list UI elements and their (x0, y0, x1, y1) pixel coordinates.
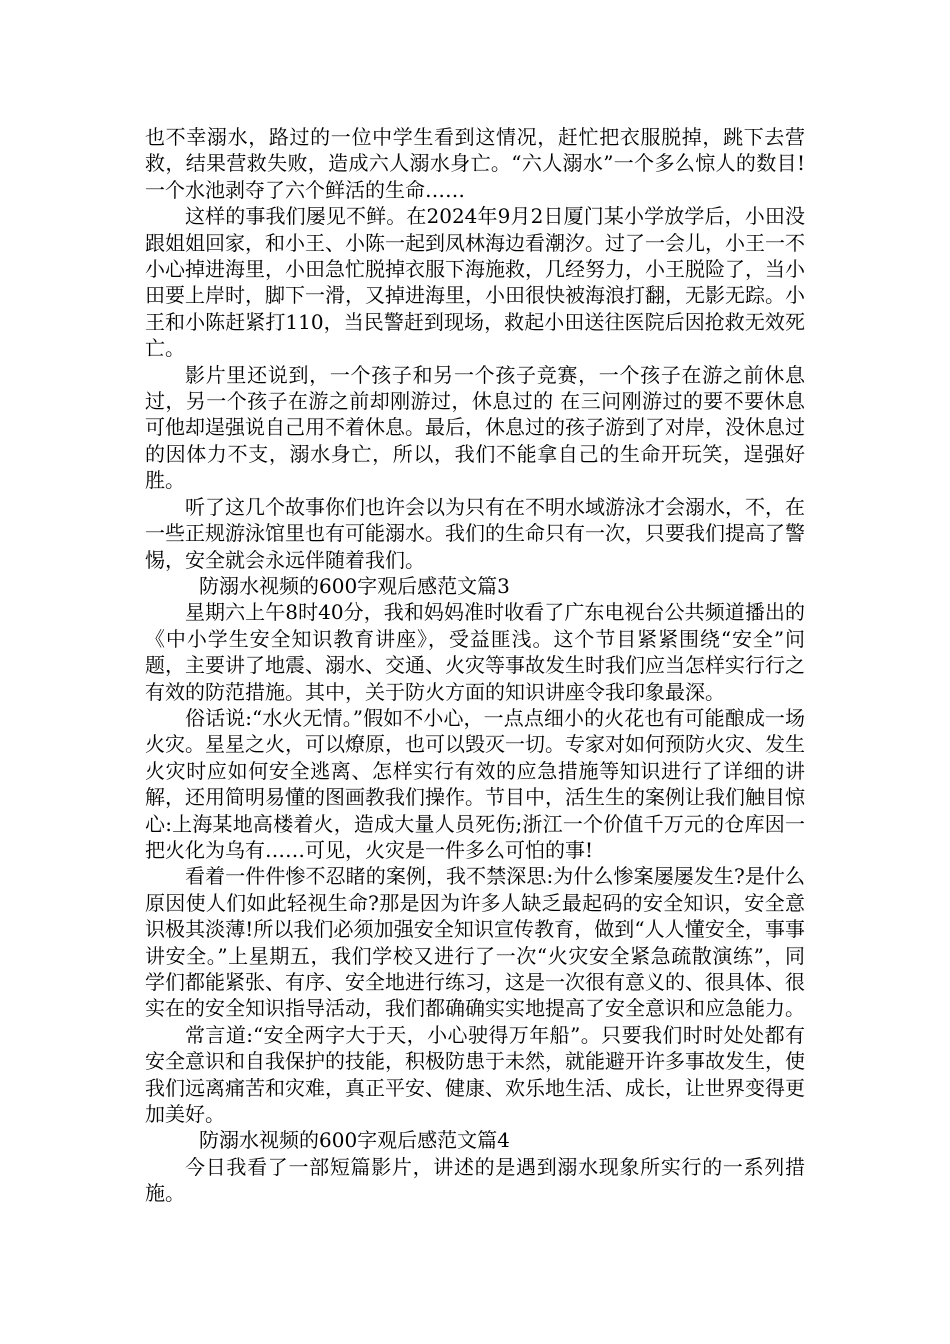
document-page (145, 124, 805, 1207)
paragraph: 常言道:“安全两字大于天，小心驶得万年船”。只要我们时时处处都有安全意识和自我保护的技能，积极防患于未然，就能避开许多事故发生，使我们远离痛苦和灾难，真正平安、健康、欢乐地生活、成长，让世界变得更加美好。 (145, 1022, 805, 1127)
section-heading-4: 防溺水视频的600字观后感范文篇4 (199, 1128, 510, 1153)
paragraph: 听了这几个故事你们也许会以为只有在不明水域游泳才会溺水，不，在一些正规游泳馆里也有可能溺水。我们的生命只有一次，只要我们提高了警惕，安全就会永远伴随着我们。 (145, 494, 805, 572)
paragraph: 影片里还说到，一个孩子和另一个孩子竞赛，一个孩子在游之前休息过，另一个孩子在游之前却刚游过，休息过的 在三问刚游过的要不要休息可他却逞强说自己用不着休息。最后，休息过的孩子游到了对岸，没休息过的因体力不支，溺水身亡，所以，我们不能拿自己的生命开玩笑，逞强好胜。 (145, 362, 805, 493)
paragraph: 也不幸溺水，路过的一位中学生看到这情况，赶忙把衣服脱掉，跳下去营救，结果营救失败，造成六人溺水身亡。“六人溺水”一个多么惊人的数目!一个水池剥夺了六个鲜活的生命…… (145, 125, 805, 202)
paragraph: 这样的事我们屡见不鲜。在2024年9月2日厦门某小学放学后，小田没跟姐姐回家，和小王、小陈一起到凤林海边看潮汐。过了一会儿，小王一不小心掉进海里，小田急忙脱掉衣服下海施救，几经努力，小王脱险了，当小田要上岸时，脚下一滑，又掉进海里，小田很快被海浪打翻，无影无踪。小王和小陈赶紧打110，当民警赶到现场，救起小田送往医院后因抢救无效死亡。 (145, 204, 805, 361)
paragraph: 俗话说:“水火无情。”假如不小心，一点点细小的火花也有可能酿成一场火灾。星星之火，可以燎原，也可以毁灭一切。专家对如何预防火灾、发生火灾时应如何安全逃离、怎样实行有效的应急措施等知识进行了详细的讲解，还用简明易懂的图画教我们操作。节目中，活生生的案例让我们触目惊心:上海某地高楼着火，造成大量人员死伤;浙江一个价值千万元的仓库因一把火化为乌有……可见，火灾是一件多么可怕的事! (145, 705, 805, 862)
paragraph: 今日我看了一部短篇影片，讲述的是遇到溺水现象所实行的一系列措施。 (145, 1154, 805, 1206)
paragraph: 看着一件件惨不忍睹的案例，我不禁深思:为什么惨案屡屡发生?是什么原因使人们如此轻视生命?那是因为许多人缺乏最起码的安全知识，安全意识极其淡薄!所以我们必须加强安全知识宣传教育，做到“人人懂安全，事事讲安全。”上星期五，我们学校又进行了一次“火灾安全紧急疏散演练”，同学们都能紧张、有序、安全地进行练习，这是一次很有意义的、很具体、很实在的安全知识指导活动，我们都确确实实地提高了安全意识和应急能力。 (145, 864, 805, 1021)
paragraph: 星期六上午8时40分，我和妈妈准时收看了广东电视台公共频道播出的《中小学生安全知识教育讲座》，受益匪浅。这个节目紧紧围绕“安全”问题，主要讲了地震、溺水、交通、火灾等事故发生时我们应当怎样实行行之有效的防范措施。其中，关于防火方面的知识讲座令我印象最深。 (145, 600, 805, 704)
section-heading-3: 防溺水视频的600字观后感范文篇3 (199, 573, 510, 598)
